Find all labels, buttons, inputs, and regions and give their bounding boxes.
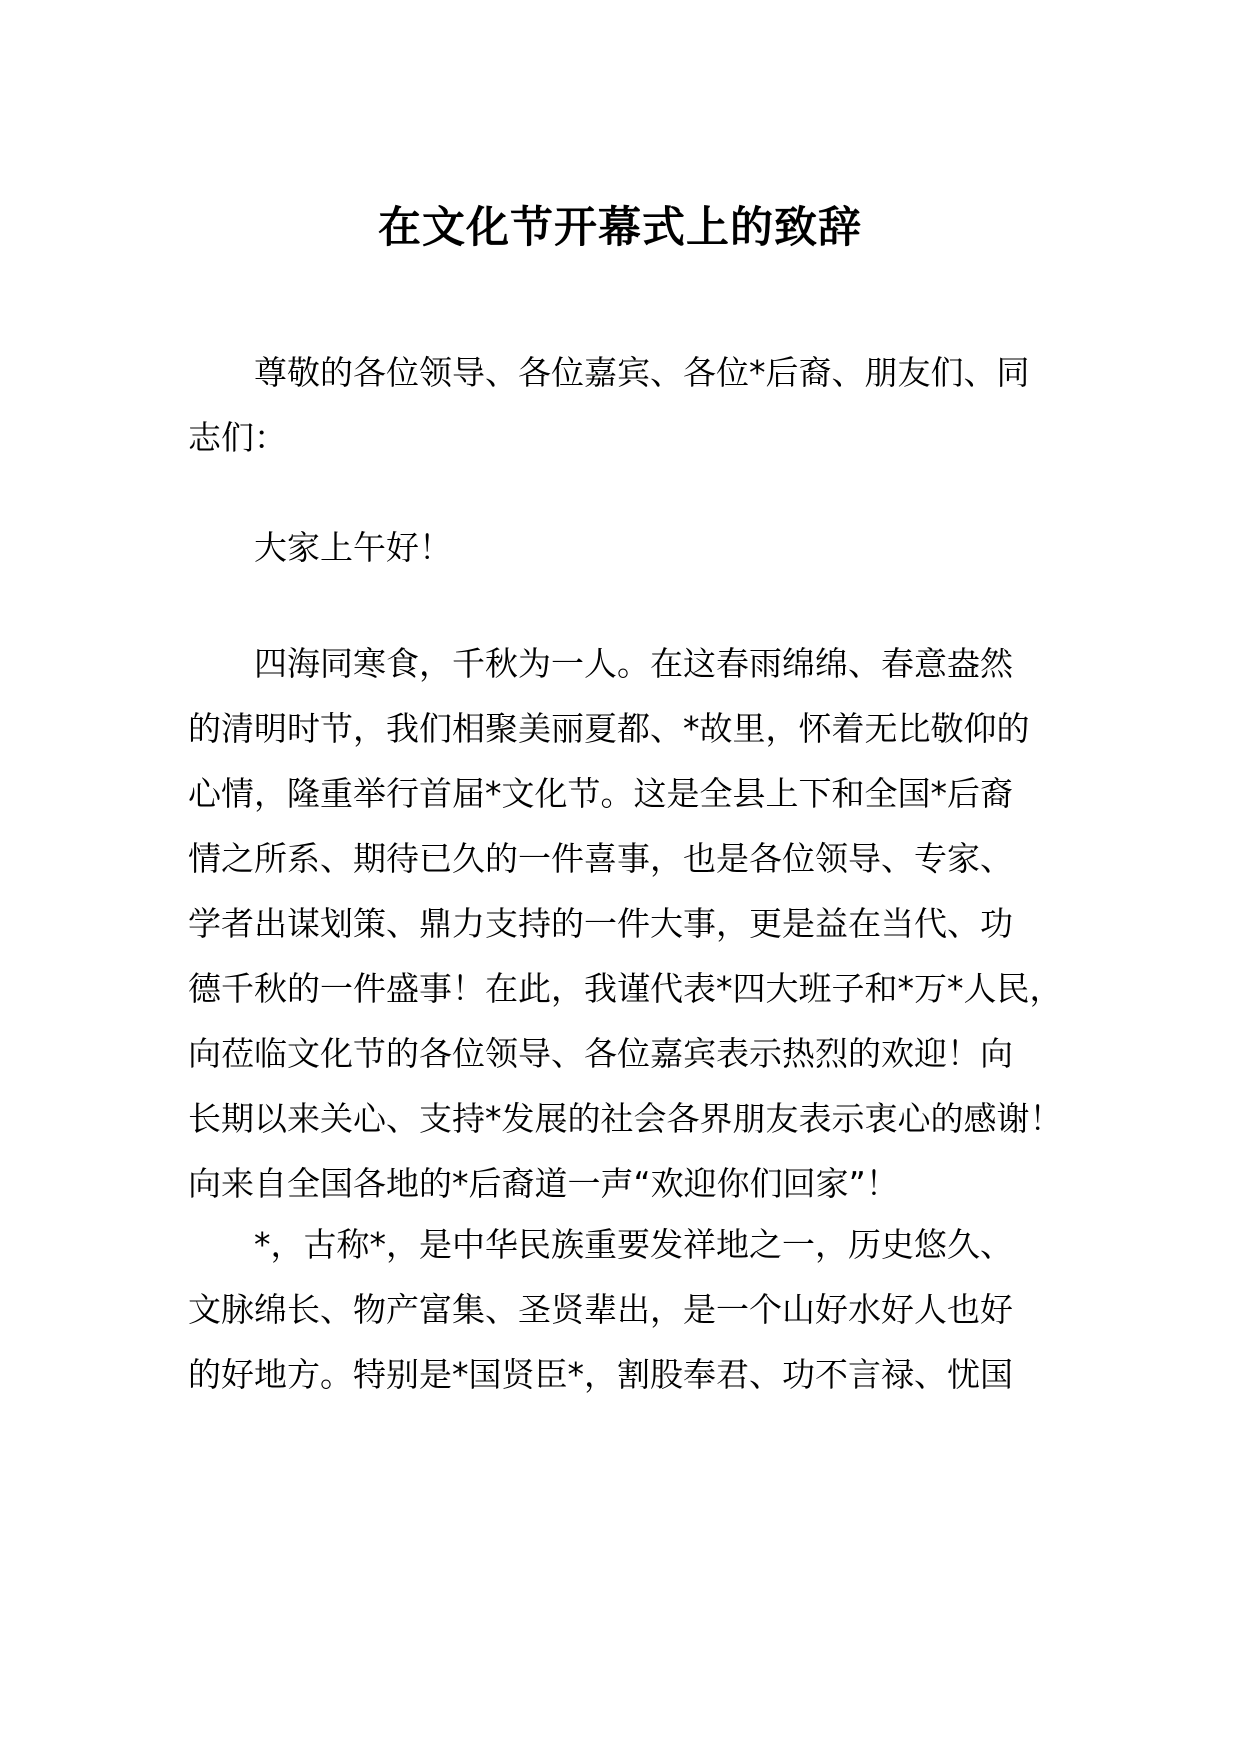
text-line: *，古称*，是中华民族重要发祥地之一，历史悠久、 [254,1225,1013,1264]
text-line: 的清明时节，我们相聚美丽夏都、*故里，怀着无比敬仰的 [188,709,1030,748]
text-line: 向来自全国各地的*后裔道一声“欢迎你们回家”！ [188,1164,899,1203]
salutation-paragraph [188,340,1078,470]
text-line: 德千秋的一件盛事！在此，我谨代表*四大班子和*万*人民， [188,969,1063,1008]
text-line: 文脉绵长、物产富集、圣贤辈出，是一个山好水好人也好 [188,1290,1013,1329]
text-line: 学者出谋划策、鼎力支持的一件大事，更是益在当代、功 [188,904,1013,943]
history-paragraph [188,1212,1078,1407]
text-line: 志们： [188,418,287,457]
text-line: 长期以来关心、支持*发展的社会各界朋友表示衷心的感谢！ [188,1099,1063,1138]
text-line: 情之所系、期待已久的一件喜事，也是各位领导、专家、 [188,839,1013,878]
greeting-paragraph [188,515,1078,580]
text-line: 向莅临文化节的各位领导、各位嘉宾表示热烈的欢迎！向 [188,1034,1013,1073]
text-line: 四海同寒食，千秋为一人。在这春雨绵绵、春意盎然 [254,644,1013,683]
text-line: 心情，隆重举行首届*文化节。这是全县上下和全国*后裔 [188,774,1013,813]
document-title: 在文化节开幕式上的致辞 [378,203,862,253]
body-paragraph [188,631,1078,1216]
text-line: 尊敬的各位领导、各位嘉宾、各位*后裔、朋友们、同 [254,353,1030,392]
text-line: 的好地方。特别是*国贤臣*，割股奉君、功不言禄、忧国 [188,1355,1013,1394]
text-line: 大家上午好！ [254,528,452,567]
